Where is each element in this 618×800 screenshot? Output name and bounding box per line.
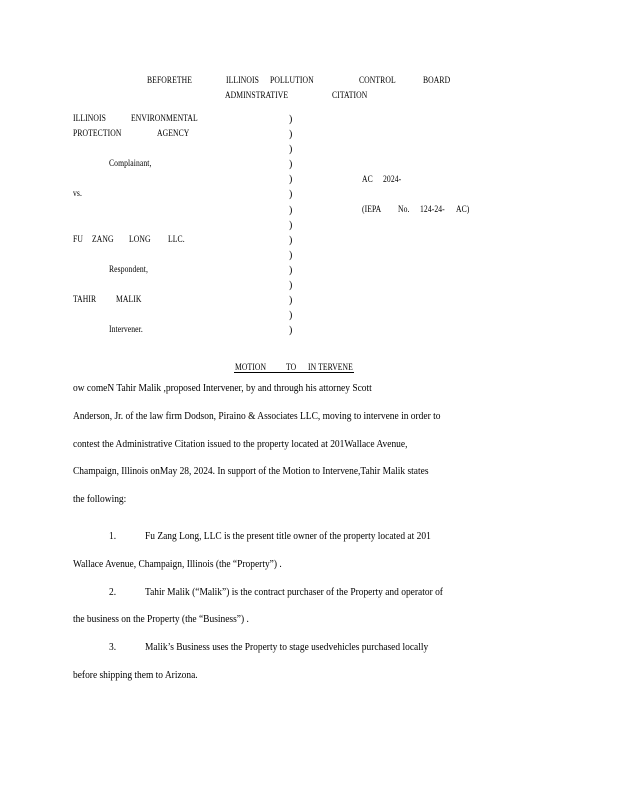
intro-line: Anderson, Jr. of the law firm Dodson, Piraino & Associates LLC, moving to intervene in order to [73, 411, 441, 422]
motion-title-word: IN TERVENE [308, 362, 353, 372]
intro-line: ow comeN Tahir Malik ,proposed Intervener, by and through his attorney Scott [73, 383, 372, 394]
paragraph-line: Malik’s Business uses the Property to stage usedvehicles purchased locally [145, 642, 429, 653]
complainant-label: Complainant, [109, 158, 152, 168]
motion-title-word: MOTION [235, 362, 267, 372]
heading-word: BOARD [423, 75, 451, 85]
heading-word: CONTROL [359, 75, 396, 85]
paragraph-line: Tahir Malik (“Malik”) is the contract purchaser of the Property and operator of [145, 587, 443, 598]
intro-line: Champaign, Illinois onMay 28, 2024. In support of the Motion to Intervene,Tahir Malik states [73, 466, 429, 477]
iepa-number: AC) [456, 204, 470, 214]
paragraph-line: Fu Zang Long, LLC is the present title owner of the property located at 201 [145, 531, 431, 542]
case-number: 2024- [383, 174, 402, 184]
vs-label: vs. [73, 188, 82, 198]
respondent-label: Respondent, [109, 264, 148, 274]
iepa-number: (IEPA [362, 204, 382, 214]
caption-text: MALIK [116, 294, 142, 304]
iepa-number: 124-24- [420, 204, 445, 214]
paragraph-line: before shipping them to Arizona. [73, 670, 198, 681]
caption-parens: ) ) ) ) ) ) ) ) ) ) ) ) ) ) ) [289, 114, 293, 337]
caption-text: FU [73, 234, 83, 244]
paragraph-number: 1. [109, 531, 117, 542]
caption-text: ZANG [92, 234, 114, 244]
intro-line: contest the Administrative Citation issued to the property located at 201Wallace Avenue, [73, 439, 408, 450]
paragraph-number: 2. [109, 587, 117, 598]
caption-text: ILLINOIS [73, 113, 106, 123]
heading-word: ADMINSTRATIVE [225, 90, 289, 100]
heading-word: CITATION [332, 90, 368, 100]
heading-word: BEFORETHE [147, 75, 192, 85]
heading-word: ILLINOIS [226, 75, 259, 85]
case-number: AC [362, 174, 373, 184]
motion-title-underline [234, 372, 354, 373]
caption-text: TAHIR [73, 294, 97, 304]
caption-text: AGENCY [157, 128, 190, 138]
heading-word: POLLUTION [270, 75, 314, 85]
paragraph-number: 3. [109, 642, 117, 653]
caption-text: PROTECTION [73, 128, 122, 138]
iepa-number: No. [398, 204, 410, 214]
intro-line: the following: [73, 494, 127, 505]
intervener-label: Intervener. [109, 324, 143, 334]
paragraph-line: Wallace Avenue, Champaign, Illinois (the “Property”) . [73, 559, 282, 570]
caption-text: LLC. [168, 234, 185, 244]
paragraph-line: the business on the Property (the “Business”) . [73, 614, 249, 625]
caption-text: LONG [129, 234, 151, 244]
caption-text: ENVIRONMENTAL [131, 113, 198, 123]
motion-title-word: TO [286, 362, 297, 372]
